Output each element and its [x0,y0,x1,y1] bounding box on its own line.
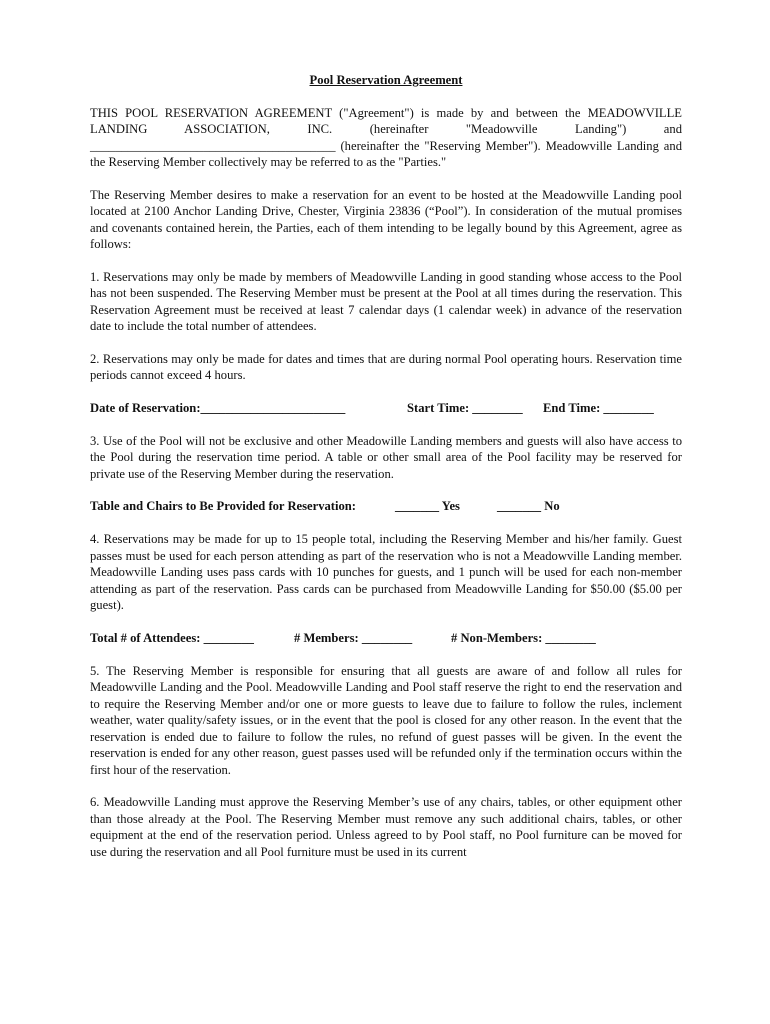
table-chairs-yes-field[interactable]: _______ Yes [395,499,460,513]
clause-6: 6. Meadowville Landing must approve the Reserving Member’s use of any chairs, tables, or other equipment other than those already at the Pool. The Reserving Member must remove any such additional chairs, tables, or other equipment at the end of the reservation period. Unless agreed to by Pool staff, no Pool furniture can be moved for use during the reservation and all Pool furniture must be used in its current [90,795,682,859]
table-chairs-no-field[interactable]: _______ No [497,499,560,513]
end-time-field[interactable]: End Time: ________ [543,400,654,415]
intro-paragraph: THIS POOL RESERVATION AGREEMENT ("Agreement") is made by and between the MEADOWVILLE LANDING ASSOCIATION, INC. (hereinafter "Meadowville Landing") and _______________________________________ (hereinafter the "Reserving Member"). Meadowville Landing and the Reserving Member collectively may be referred to as the "Parties." [90,105,682,169]
document-title: Pool Reservation Agreement [309,73,463,87]
non-members-count-field[interactable]: # Non-Members: ________ [451,630,596,645]
table-chairs-label: Table and Chairs to Be Provided for Reservation: [90,499,356,513]
table-chairs-row [90,498,682,515]
document-page [90,72,682,860]
reservation-date-row [90,400,682,417]
total-attendees-field[interactable]: Total # of Attendees: ________ [90,630,254,645]
attendees-row [90,630,682,647]
clause-2: 2. Reservations may only be made for dates and times that are during normal Pool operating hours. Reservation time periods cannot exceed 4 hours. [90,351,682,382]
clause-5: 5. The Reserving Member is responsible for ensuring that all guests are aware of and follow all rules for Meadowville Landing and the Pool. Meadowville Landing and Pool staff reserve the right to end the reservation and to require the Reserving Member and/or one or more guests to leave due to failure to follow the rules, inclement weather, water quality/safety issues, or in the event that the pool is closed for any other reason. In the event that the reservation is ended due to failure to follow the rules, no refund of guest passes will be given. In the event the reservation is ended for any other reason, guest passes used will be refunded only if the termination occurs within the first hour of the reservation. [90,663,682,777]
start-time-field[interactable]: Start Time: ________ [407,400,523,415]
clause-4: 4. Reservations may be made for up to 15 people total, including the Reserving Member and his/her family. Guest passes must be used for each person attending as part of the reservation who is not a Meadowville Landing member. Meadowville Landing uses pass cards with 10 punches for guests, and 1 punch will be used for each non-member attending as part of the reservation. Pass cards can be purchased from Meadowville Landing for $50.00 ($5.00 per guest). [90,532,682,612]
recital-paragraph: The Reserving Member desires to make a reservation for an event to be hosted at the Meadowville Landing pool located at 2100 Anchor Landing Drive, Chester, Virginia 23836 (“Pool”). In consideration of the mutual promises and covenants contained herein, the Parties, each of them intending to be legally bound by this Agreement, agree as follows: [90,187,682,251]
clause-1: 1. Reservations may only be made by members of Meadowville Landing in good standing whose access to the Pool has not been suspended. The Reserving Member must be present at the Pool at all times during the reservation. This Reservation Agreement must be received at least 7 calendar days (1 calendar week) in advance of the reservation date to include the total number of attendees. [90,269,682,333]
reservation-date-field[interactable]: Date of Reservation:_______________________ [90,400,346,415]
clause-3: 3. Use of the Pool will not be exclusive and other Meadowille Landing members and guests will also have access to the Pool during the reservation time period. A table or other small area of the Pool facility may be reserved for private use of the Reserving Member during the reservation. [90,433,682,481]
members-count-field[interactable]: # Members: ________ [294,630,413,645]
